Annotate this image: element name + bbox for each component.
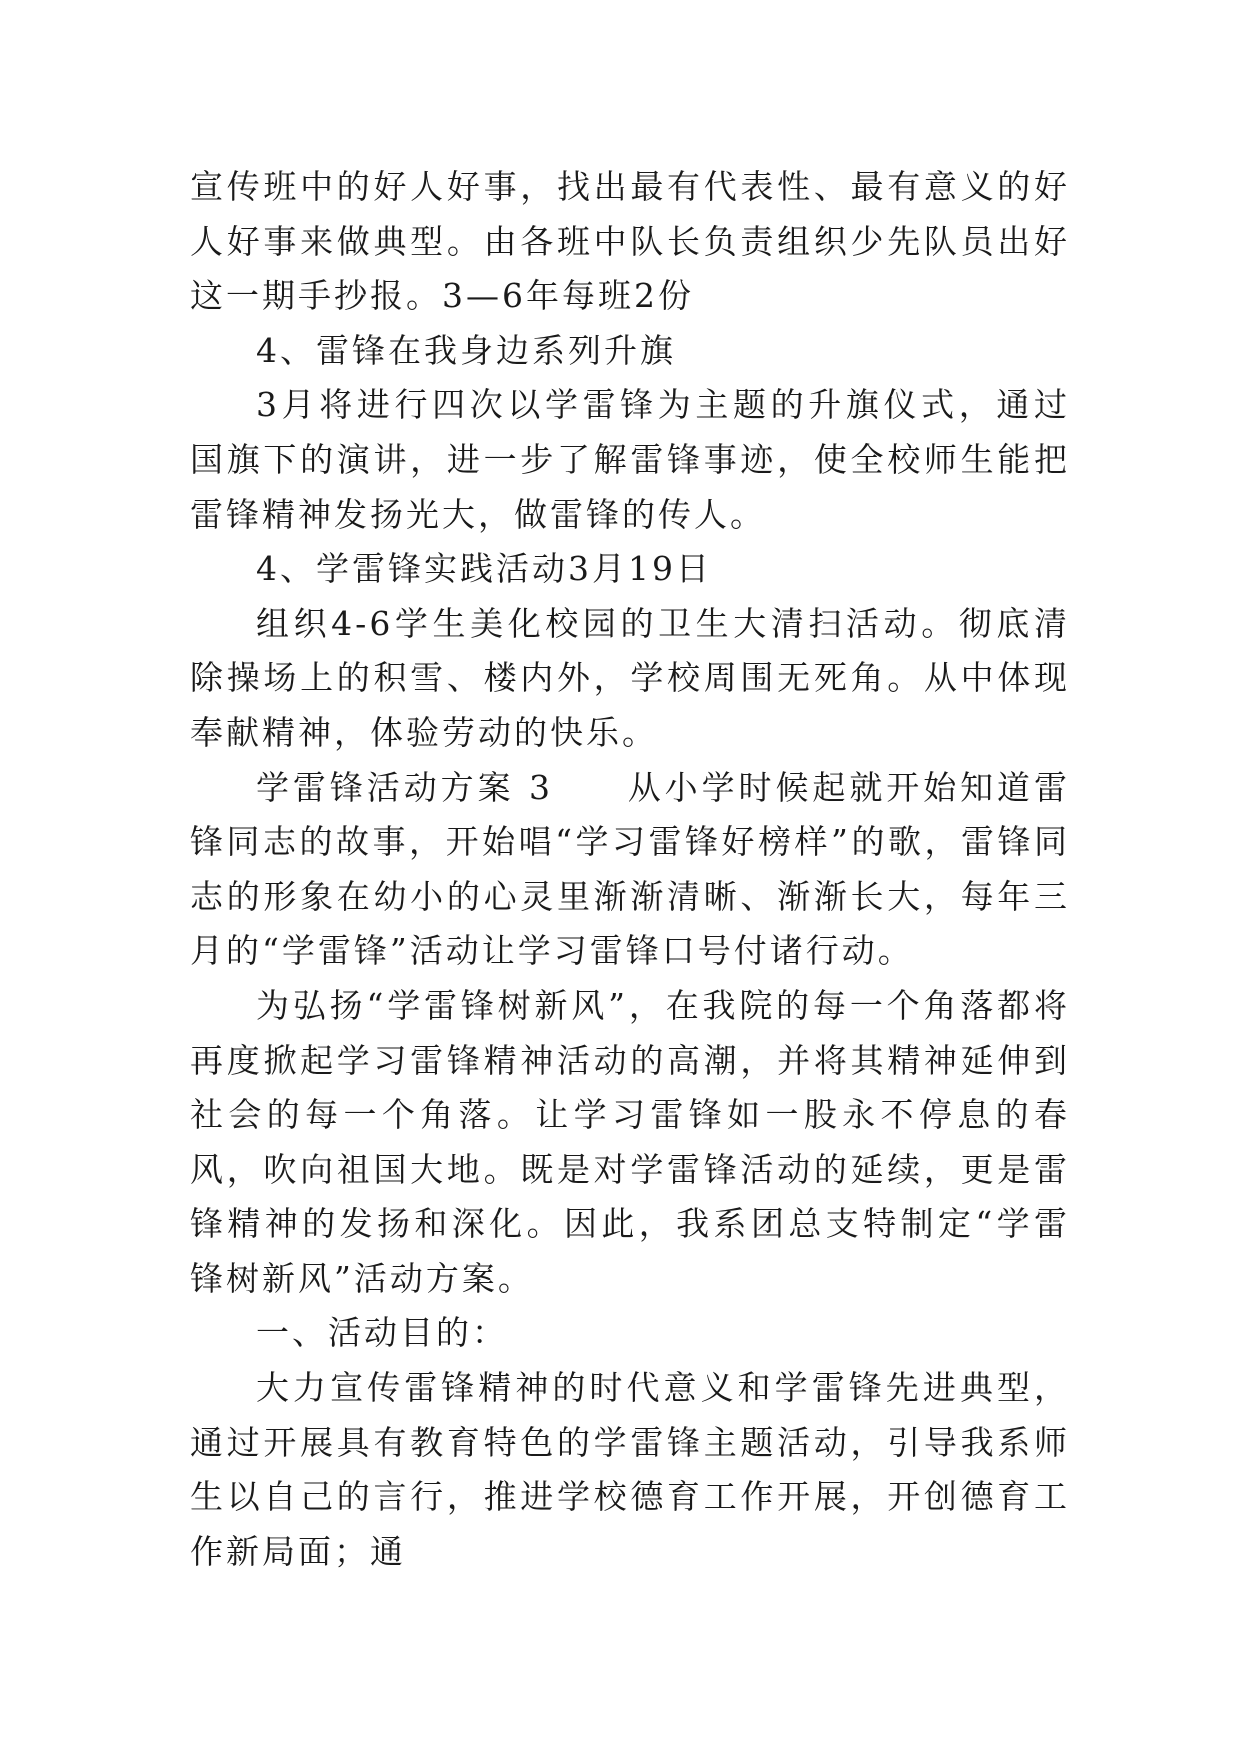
paragraph-plan-3-intro: 学雷锋活动方案 3 从小学时候起就开始知道雷锋同志的故事，开始唱“学习雷锋好榜样”的歌，雷锋同志的形象在幼小的心灵里渐渐清晰、渐渐长大，每年三月的“学雷锋”活动让学习雷锋口号付诸行动。	[190, 767, 1070, 971]
heading-activity-goal: 一、活动目的：	[256, 1313, 508, 1353]
paragraph-activity-goal: 大力宣传雷锋精神的时代意义和学雷锋先进典型，通过开展具有教育特色的学雷锋主题活动，引导我系师生以自己的言行，推进学校德育工作开展，开创德育工作新局面；通	[190, 1368, 1070, 1571]
paragraph-1: 宣传班中的好人好事，找出最有代表性、最有意义的好人好事来做典型。由各班中队长负责组织少先队员出好这一期手抄报。3—6年每班2份	[190, 167, 1070, 316]
paragraph-flag-raising: 3月将进行四次以学雷锋为主题的升旗仪式，通过国旗下的演讲，进一步了解雷锋事迹，使全校师生能把雷锋精神发扬光大，做雷锋的传人。	[190, 385, 1070, 534]
paragraph-practice-activity: 组织4-6学生美化校园的卫生大清扫活动。彻底清除操场上的积雪、楼内外，学校周围无死角。从中体现奉献精神，体验劳动的快乐。	[190, 603, 1070, 752]
document-body	[190, 160, 1070, 1579]
heading-practice-activity: 4、学雷锋实践活动3月19日	[256, 549, 712, 589]
paragraph-plan-3-purpose: 为弘扬“学雷锋树新风”，在我院的每一个角落都将再度掀起学习雷锋精神活动的高潮，并将其精神延伸到社会的每一个角落。让学习雷锋如一股永不停息的春风，吹向祖国大地。既是对学雷锋活动的延续，更是雷锋精神的发扬和深化。因此，我系团总支特制定“学雷锋树新风”活动方案。	[190, 985, 1070, 1298]
heading-flag-raising: 4、雷锋在我身边系列升旗	[256, 330, 676, 370]
